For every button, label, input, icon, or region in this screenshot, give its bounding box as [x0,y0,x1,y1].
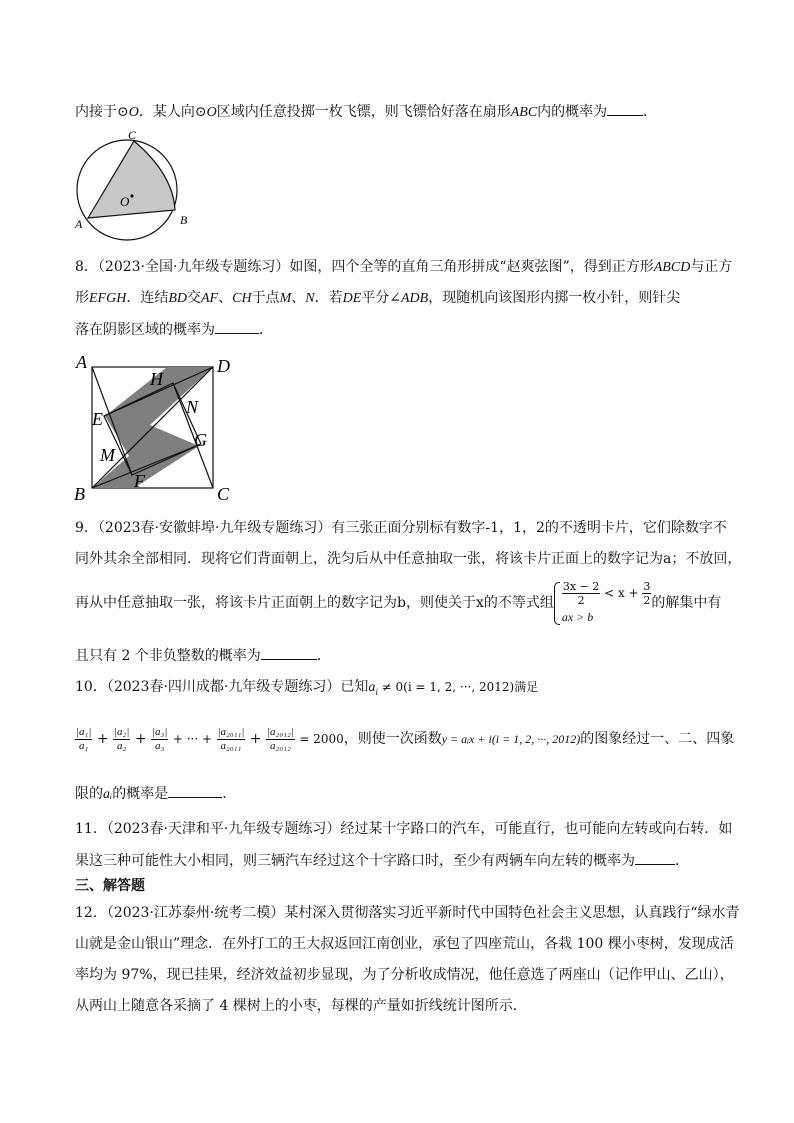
q9-line4: 且只有 2 个非负整数的概率为 ． [75,645,331,666]
label-m: M [100,445,115,465]
label-f: F [134,471,145,491]
label-c: C [128,128,137,142]
answer-blank[interactable] [215,319,259,334]
label-a: A [75,217,83,231]
answer-blank[interactable] [607,101,643,116]
q7-figure [70,128,200,250]
label-e: E [92,409,103,429]
label-h: H [150,369,163,389]
label-b: B [180,213,188,227]
q9-line2: 同外其余全部相同．现将它们背面朝上，洗匀后从中任意抽取一张，将该卡片正面上的数字记为a；不放回， [75,551,742,567]
q12-line1: 12．（2023·江苏泰州·统考二模）某村深入贯彻落实习近平新时代中国特色社会主义思想，认真践行“绿水青 [75,905,740,921]
sector-abc [88,141,175,218]
label-b: B [74,484,85,504]
q10-line2: $\frac{\text{|a₁|}}{\text{a₁}}$ + $\frac{\text{|a₂|}}{\text{a₂}}$ + $\frac{\text{|a₃|}}{\text{a₃}}$ + ··· + $\frac{\text{|a₂₀₁₁|}}{\text{a₂₀₁₁}}$ + $\frac{\text{|a₂₀₁₂|}}{\text{a₂₀₁₂}}$ = 2000，则使一次函数y = aᵢx + i(i = 1, 2, ···, 2012)的图象经过一、二、四象 [76,725,735,752]
label-n: N [186,397,199,417]
q9-line3: 再从中任意抽取一张，将该卡片正面朝上的数字记为b，则使关于x的不等式组 $\frac{3x - 2}{2}$ < x + $\frac{3}{2}$ ax > b 的解集中有 [75,576,721,630]
q8-line1: 8．（2023·全国·九年级专题练习）如图，四个全等的直角三角形拼成“赵爽弦图”，得到正方形ABCD与正方 [75,259,733,275]
q7-text: 内接于⊙O．某人向⊙O区域内任意投掷一枚飞镖，则飞镖恰好落在扇形ABC内的概率为 ． [75,101,657,123]
center-dot [130,194,133,197]
q12-line2: 山就是金山银山”理念．在外打工的王大叔返回江南创业，承包了四座荒山，各栽 100 棵小枣树，发现成活 [75,936,734,952]
label-a: A [76,352,87,372]
q12-line4: 从两山上随意各采摘了 4 棵树上的小枣，每棵的产量如折线统计图所示． [75,998,527,1014]
label-d: D [217,356,230,376]
answer-blank[interactable] [168,783,222,798]
label-c: C [217,484,230,504]
q8-line3: 落在阴影区域的概率为 ． [75,319,273,340]
answer-blank[interactable] [261,645,317,660]
q11-line2: 果这三种可能性大小相同，则三辆汽车经过这个十字路口时，至少有两辆车向左转的概率为 ． [75,850,689,871]
q10-line3: 限的aᵢ的概率是 ． [75,783,236,805]
q9-line1: 9．（2023春·安徽蚌埠·九年级专题练习）有三张正面分别标有数字-1，1，2的不透明卡片，它们除数字不 [75,520,727,536]
inequality-system: $\frac{3x - 2}{2}$ < x + $\frac{3}{2}$ ax > b [554,580,652,627]
section-title: 三、解答题 [75,878,145,894]
q11-line1: 11．（2023春·天津和平·九年级专题练习）经过某十字路口的汽车，可能直行，也可能向左转或向右转．如 [75,821,733,837]
q8-figure [70,350,240,505]
q10-line1: 10．（2023春·四川成都·九年级专题练习）已知$a_i \ne 0(i = 1$, 2, ···, 2012)满足 [75,679,539,697]
q12-line3: 率均为 97%，现已挂果，经济效益初步显现，为了分析收成情况，他任意选了两座山（记作甲山、乙山）， [75,967,734,983]
answer-blank[interactable] [635,850,675,865]
label-g: G [194,430,207,450]
q8-line2: 形EFGH．连结BD交AF、CH于点M、N．若DE平分∠ADB，现随机向该图形内掷一枚小针，则针尖 [75,290,681,306]
label-o: O [120,194,130,209]
